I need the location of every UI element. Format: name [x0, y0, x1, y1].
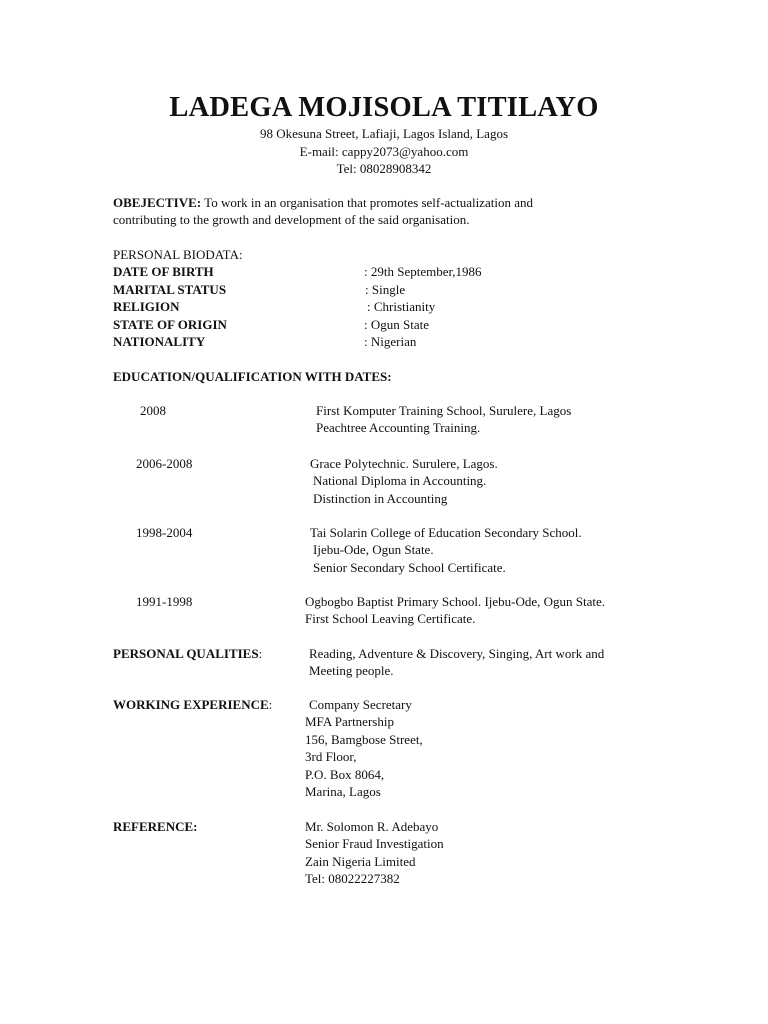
biodata-value-marital: : Single — [365, 282, 406, 297]
experience-line: MFA Partnership — [305, 714, 394, 730]
education-entry — [305, 593, 605, 628]
reference-details — [305, 818, 444, 888]
biodata-value-religion: : Christianity — [367, 299, 436, 314]
biodata-label-origin: STATE OF ORIGIN — [113, 317, 227, 332]
reference-line: Tel: 08022227382 — [305, 871, 400, 887]
address-line: 98 Okesuna Street, Lafiaji, Lagos Island, Lagos — [259, 126, 508, 141]
education-line: Peachtree Accounting Training. — [316, 420, 481, 436]
objective-line-1 — [113, 194, 533, 211]
reference-label: REFERENCE: — [113, 819, 198, 834]
reference-line: Mr. Solomon R. Adebayo — [305, 819, 439, 834]
education-line: Ijebu-Ode, Ogun State. — [313, 542, 434, 558]
experience-label — [113, 696, 272, 713]
biodata-value-origin: : Ogun State — [364, 317, 429, 332]
education-line: First School Leaving Certificate. — [305, 611, 476, 627]
biodata-value-dob: : 29th September,1986 — [364, 264, 482, 279]
experience-details — [305, 696, 423, 800]
reference-line: Zain Nigeria Limited — [305, 853, 416, 869]
qualities-colon: : — [258, 646, 263, 661]
email-line: E-mail: cappy2073@yahoo.com — [299, 144, 469, 159]
experience-line: 156, Bamgbose Street, — [305, 731, 423, 747]
education-line: Grace Polytechnic. Surulere, Lagos. — [310, 456, 498, 471]
experience-line: Marina, Lagos — [305, 784, 381, 800]
biodata-label-dob: DATE OF BIRTH — [113, 264, 214, 279]
education-line: Ogbogbo Baptist Primary School. Ijebu-Ode, Ogun State. — [305, 594, 606, 609]
candidate-name: LADEGA MOJISOLA TITILAYO — [169, 92, 599, 123]
education-year: 1991-1998 — [136, 594, 193, 609]
education-entry — [310, 455, 498, 507]
phone-line: Tel: 08028908342 — [336, 161, 432, 176]
qualities-line: Reading, Adventure & Discovery, Singing, Art work and — [309, 646, 605, 661]
qualities-label-text: PERSONAL QUALITIES — [113, 646, 259, 661]
qualities-label — [113, 645, 262, 662]
biodata-value-nationality: : Nigerian — [364, 334, 417, 349]
objective-text-2: contributing to the growth and development of the said organisation. — [113, 212, 470, 227]
education-year: 2008 — [140, 403, 166, 418]
education-year: 2006-2008 — [136, 456, 193, 471]
education-line: Tai Solarin College of Education Secondary School. — [310, 525, 582, 540]
biodata-label-marital: MARITAL STATUS — [113, 282, 227, 297]
qualities-line: Meeting people. — [309, 663, 394, 679]
biodata-heading-text: PERSONAL BIODATA — [113, 247, 239, 262]
objective-label: OBEJECTIVE: — [113, 195, 202, 210]
education-heading: EDUCATION/QUALIFICATION WITH DATES: — [113, 369, 392, 384]
education-line: Senior Secondary School Certificate. — [313, 559, 506, 575]
biodata-label-religion: RELIGION — [113, 299, 180, 314]
experience-label-text: WORKING EXPERIENCE — [113, 697, 269, 712]
education-entry — [316, 402, 571, 437]
education-line: Distinction in Accounting — [313, 490, 448, 506]
biodata-label-nationality: NATIONALITY — [113, 334, 206, 349]
education-year: 1998-2004 — [136, 525, 193, 540]
qualities-text — [309, 645, 604, 680]
experience-line: 3rd Floor, — [305, 749, 357, 765]
reference-line: Senior Fraud Investigation — [305, 836, 444, 852]
objective-text-1: To work in an organisation that promotes self-actualization and — [201, 195, 533, 210]
experience-line: Company Secretary — [309, 697, 412, 712]
biodata-heading — [113, 246, 243, 263]
experience-colon: : — [268, 697, 273, 712]
education-line: National Diploma in Accounting. — [313, 473, 487, 489]
experience-line: P.O. Box 8064, — [305, 766, 385, 782]
education-line: First Komputer Training School, Surulere, Lagos — [316, 403, 572, 418]
biodata-heading-colon: : — [238, 247, 243, 262]
education-entry — [310, 524, 582, 576]
